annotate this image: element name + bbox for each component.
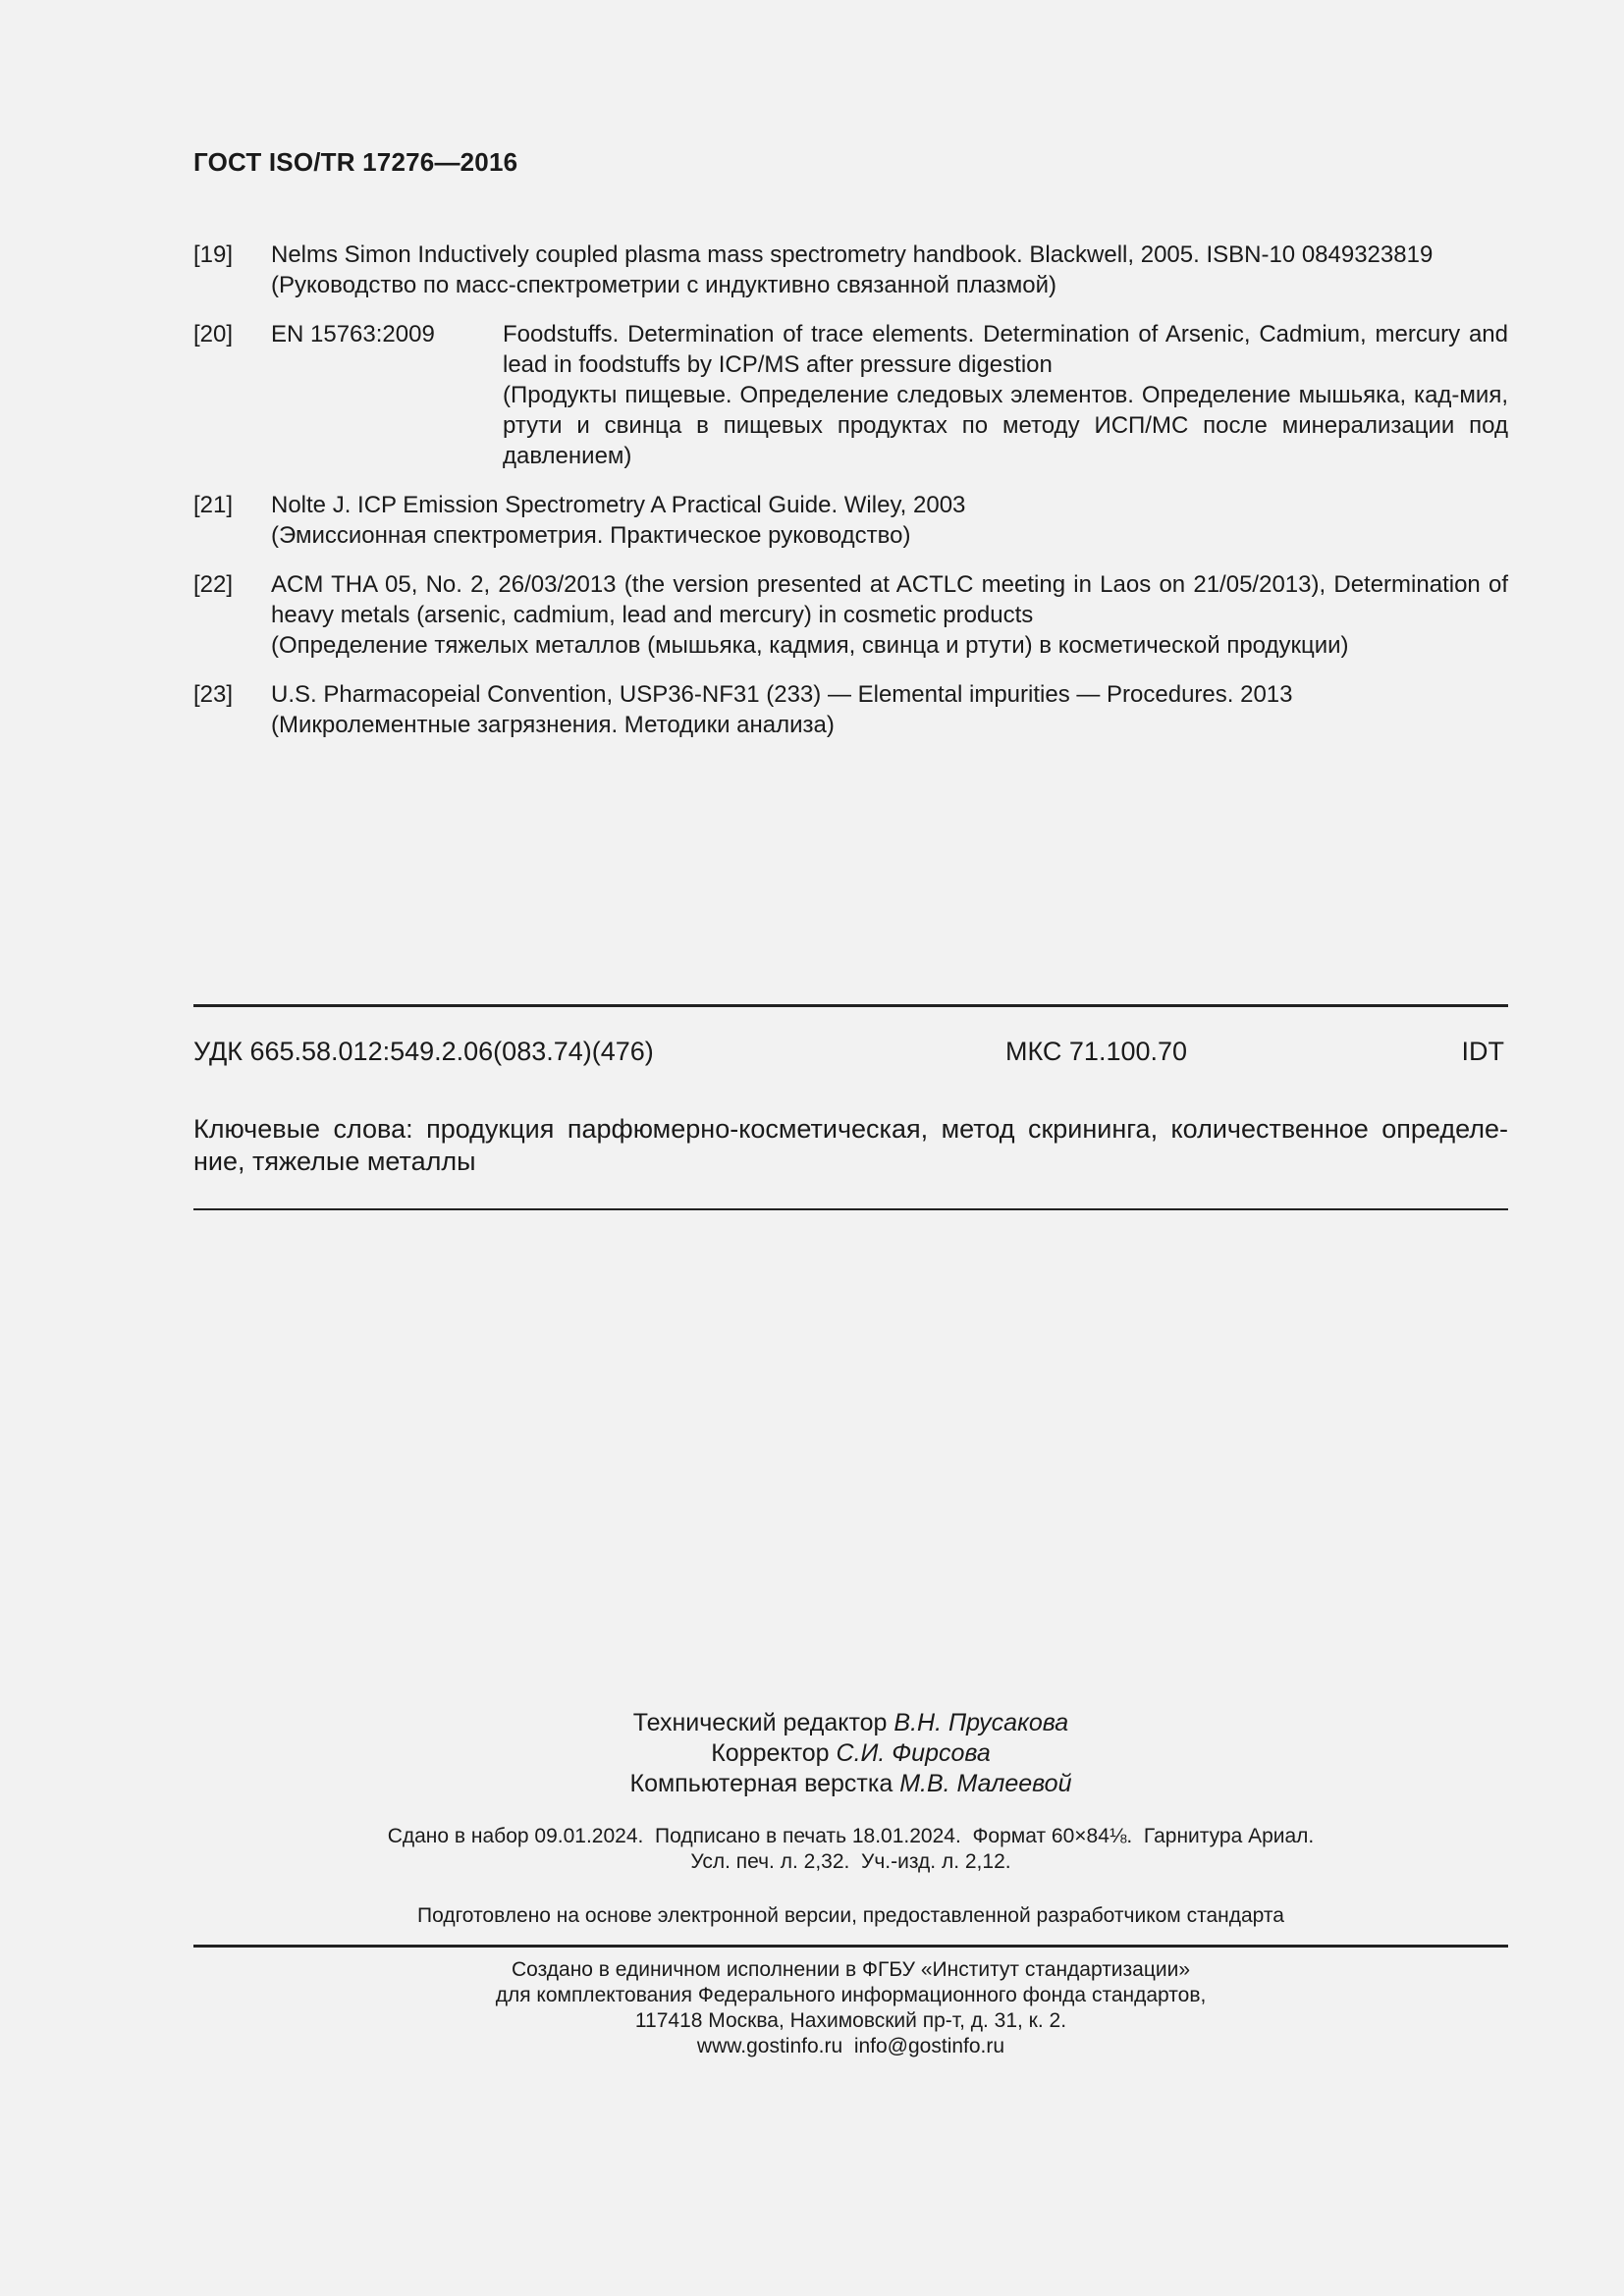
reference-line: (Определение тяжелых металлов (мышьяка, кадмия, свинца и ртути) в косметической продукции): [271, 632, 1349, 659]
reference-line: (Продукты пищевые. Определение следовых элементов. Определение мышьяка, кад-мия, ртути и свинца в пищевых продуктах по методу ИСП/МС после минерализации под давлением): [503, 382, 1508, 469]
reference-number: [23]: [193, 681, 234, 708]
reference-line: (Эмиссионная спектрометрия. Практическое руководство): [271, 522, 911, 549]
reference-item: [193, 490, 1508, 551]
created-info-block: [193, 1957, 1508, 2059]
reference-number: [22]: [193, 571, 234, 598]
reference-number: [20]: [193, 321, 234, 347]
bibliography-list: [193, 240, 1508, 759]
reference-body: [271, 569, 1508, 661]
reference-line: Nolte J. ICP Emission Spectrometry A Practical Guide. Wiley, 2003: [271, 492, 966, 518]
created-info-line: www.gostinfo.ru info@gostinfo.ru: [696, 2035, 1005, 2057]
credit-line: [193, 1738, 1508, 1769]
reference-number: [19]: [193, 241, 234, 268]
reference-line: Foodstuffs. Determination of trace elements. Determination of Arsenic, Cadmium, mercury and lead in foodstuffs by ICP/MS after pressure digestion: [503, 321, 1508, 378]
credit-person: С.И. Фирсова: [836, 1739, 991, 1767]
footer-divider: [193, 1945, 1508, 1948]
credit-line: [193, 1769, 1508, 1799]
print-info-line: Усл. печ. л. 2,32. Уч.-изд. л. 2,12.: [690, 1850, 1011, 1873]
document-header-title: ГОСТ ISO/TR 17276—2016: [193, 147, 518, 177]
credit-role: Компьютерная верстка: [629, 1770, 893, 1797]
reference-line: (Микролементные загрязнения. Методики анализа): [271, 712, 835, 738]
credit-role: Корректор: [711, 1739, 830, 1767]
reference-number: [21]: [193, 492, 234, 518]
reference-line: ACM THA 05, No. 2, 26/03/2013 (the version presented at ACTLC meeting in Laos on 21/05/2013), Determination of heavy metals (arsenic, cadmium, lead and mercury) in cosmetic products: [271, 571, 1508, 628]
reference-body: [503, 319, 1508, 471]
print-info-line: Сдано в набор 09.01.2024. Подписано в печать 18.01.2024. Формат 60×84⅛. Гарнитура Ариал.: [387, 1825, 1315, 1847]
reference-line: Nelms Simon Inductively coupled plasma mass spectrometry handbook. Blackwell, 2005. ISBN-10 0849323819: [271, 241, 1434, 268]
reference-item: [193, 569, 1508, 661]
reference-body: [271, 240, 1508, 300]
idt-label: IDT: [1461, 1037, 1504, 1066]
credit-role: Технический редактор: [632, 1709, 888, 1736]
keywords-text: Ключевые слова: продукция парфюмерно-косметическая, метод скрининга, количественное определе-ние, тяжелые металлы: [193, 1114, 1508, 1176]
udk-code: УДК 665.58.012:549.2.06(083.74)(476): [193, 1037, 654, 1066]
credit-person: В.Н. Прусакова: [893, 1709, 1069, 1736]
prepared-note: Подготовлено на основе электронной версии, предоставленной разработчиком стандарта: [417, 1904, 1284, 1927]
reference-body: [271, 490, 1508, 551]
credit-person: М.В. Малеевой: [899, 1770, 1072, 1797]
top-divider: [193, 1004, 1508, 1007]
reference-item: [193, 679, 1508, 740]
mks-code: МКС 71.100.70: [1005, 1037, 1188, 1066]
reference-body: [271, 679, 1508, 740]
created-info-line: 117418 Москва, Нахимовский пр-т, д. 31, к. 2.: [634, 2009, 1067, 2032]
reference-item: [193, 319, 1508, 471]
created-info-line: Создано в единичном исполнении в ФГБУ «Институт стандартизации»: [511, 1958, 1191, 1981]
credit-line: [193, 1708, 1508, 1738]
print-info-block: [193, 1824, 1508, 1875]
reference-code: EN 15763:2009: [271, 321, 435, 347]
credits-block: [193, 1708, 1508, 1799]
reference-line: (Руководство по масс-спектрометрии с индуктивно связанной плазмой): [271, 272, 1057, 298]
reference-line: U.S. Pharmacopeial Convention, USP36-NF31 (233) — Elemental impurities — Procedures. 2013: [271, 681, 1293, 708]
bottom-divider: [193, 1208, 1508, 1210]
reference-item: [193, 240, 1508, 300]
created-info-line: для комплектования Федерального информационного фонда стандартов,: [495, 1984, 1207, 2006]
